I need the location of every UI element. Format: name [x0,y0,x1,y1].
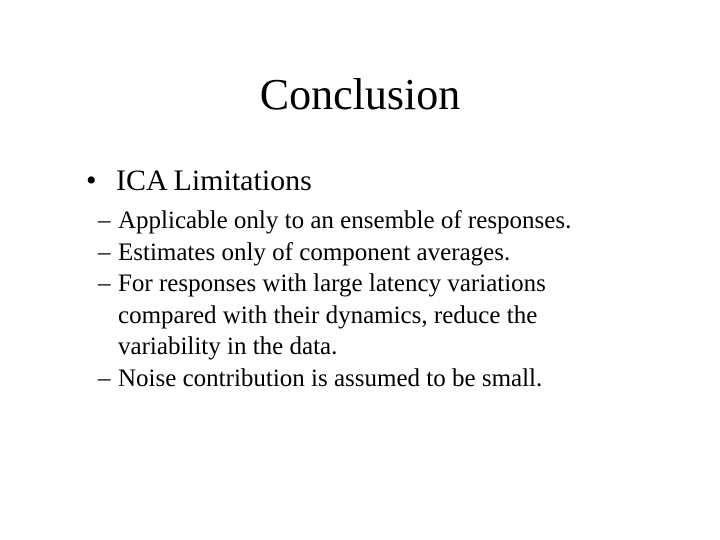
sub-bullet-text-continued: compared with their dynamics, reduce the [118,301,538,329]
dash-marker: – [98,207,111,234]
bullet-text: ICA Limitations [116,164,312,197]
dash-marker: – [98,238,111,266]
sub-bullet-text-continued: variability in the data. [118,333,338,360]
sub-bullet-noise [98,363,658,395]
sub-bullet-text: Estimates only of component averages. [118,238,511,266]
sub-bullet-text: For responses with large latency variations [118,270,546,297]
bullet-marker: • [86,164,97,197]
sub-bullet-applicable [98,205,658,237]
dash-marker: – [98,270,111,297]
sub-bullet-estimates [98,237,658,269]
sub-bullet-text: Noise contribution is assumed to be small. [118,364,543,392]
sub-bullet-list [98,205,658,394]
sub-bullet-text: Applicable only to an ensemble of responses. [118,207,572,234]
dash-marker: – [98,364,111,392]
sub-bullet-latency [98,268,658,363]
slide-title: Conclusion [259,70,461,119]
